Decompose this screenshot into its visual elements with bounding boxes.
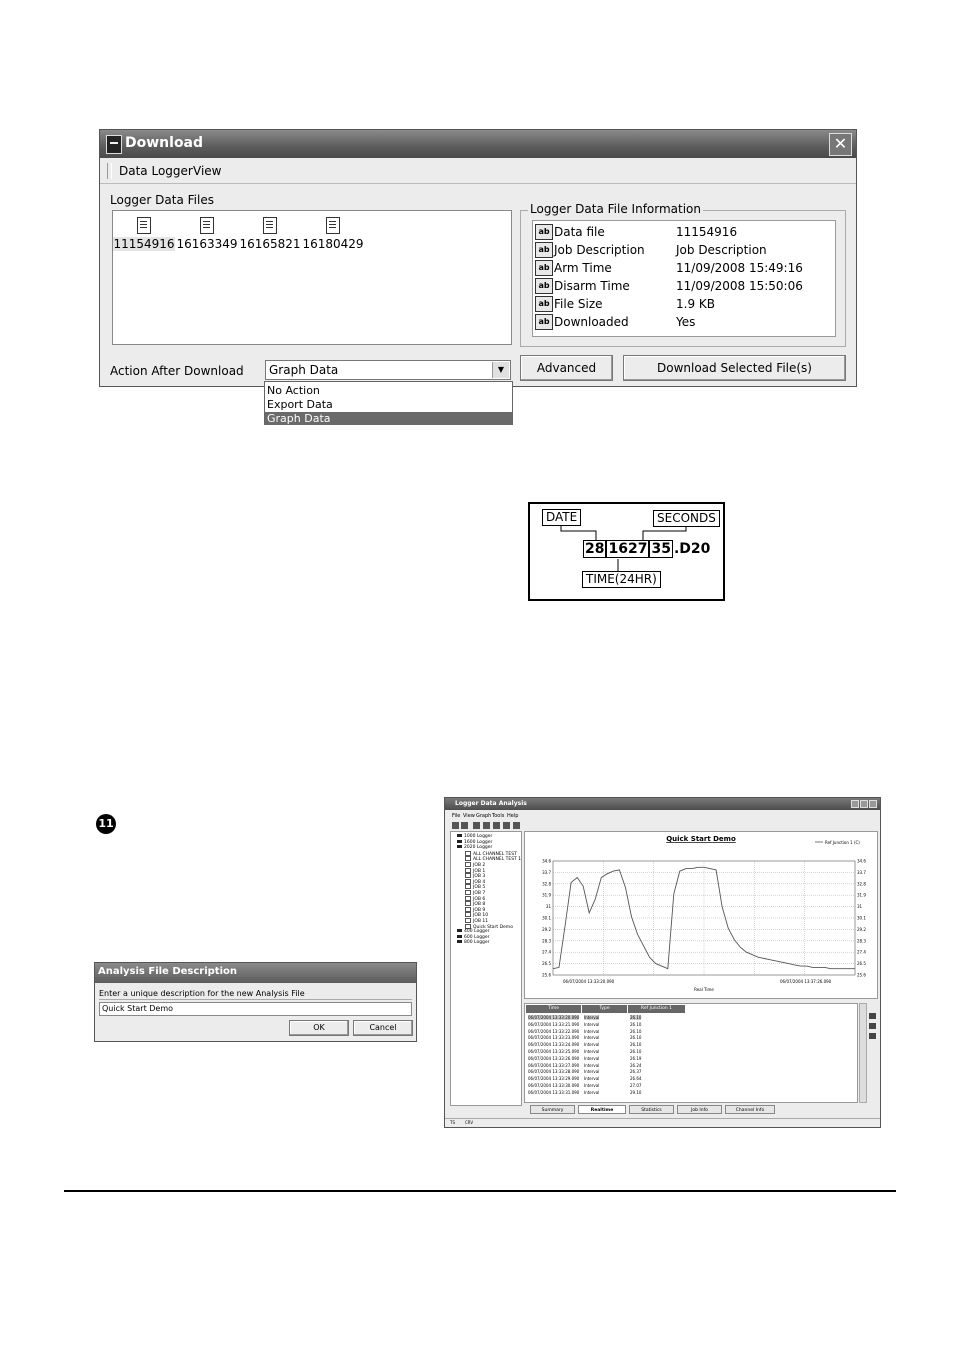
grid-cell: Interval (584, 1015, 600, 1020)
info-row (535, 242, 835, 260)
grid-cell: 26.64 (630, 1076, 642, 1082)
status-bar (445, 1118, 880, 1128)
logger-icon (457, 940, 462, 943)
y-tick-label-left: 31 (545, 904, 551, 910)
file-item[interactable] (176, 217, 238, 251)
tree-item-label: JOB 3 (473, 874, 486, 880)
info-value: 11154916 (676, 225, 738, 239)
document-icon (200, 217, 214, 234)
folder-icon (465, 901, 471, 906)
tab-summary[interactable]: Summary (530, 1105, 575, 1114)
title-bar (100, 130, 856, 158)
logger-analysis-window (444, 797, 881, 1128)
info-value: 1.9 KB (676, 297, 715, 311)
grid-cell: 06/07/2004 13:33:21.090 (528, 1021, 580, 1027)
cancel-button[interactable]: Cancel (353, 1020, 413, 1036)
open-icon[interactable] (452, 822, 459, 829)
data-grid (524, 1003, 858, 1103)
grid-cell: 06/07/2004 13:33:20.090 (528, 1015, 580, 1020)
y-tick-label-left: 34.6 (542, 858, 551, 864)
menu-view[interactable]: View (193, 164, 222, 178)
tree-item-label: JOB 11 (473, 919, 489, 924)
text-field-icon: ab (535, 296, 553, 312)
grid-cell: 06/07/2004 13:33:27.090 (528, 1062, 580, 1068)
close-icon[interactable] (869, 800, 877, 808)
time-part: 1627 (608, 541, 648, 557)
grid-cell: Interval (584, 1042, 600, 1048)
info-list (532, 220, 836, 337)
grid-cell: Interval (584, 1083, 600, 1088)
grid-cell: 26.10 (630, 1035, 642, 1041)
time-label: TIME(24HR) (582, 571, 661, 588)
column-header-ref-junction[interactable]: Ref Junction 1 (628, 1005, 685, 1013)
analysis-description-dialog (94, 962, 417, 1042)
folder-icon (465, 918, 471, 923)
info-key: File Size (554, 297, 603, 311)
title-bar (95, 963, 416, 983)
info-key: Downloaded (554, 315, 629, 329)
column-header-type[interactable]: Type (582, 1005, 627, 1013)
folder-icon (465, 907, 471, 912)
grid-cell: 26.10 (630, 1015, 642, 1020)
grid-cell: 06/07/2004 13:33:24.090 (528, 1042, 580, 1048)
chart-panel (524, 831, 878, 999)
seconds-part: 35 (651, 541, 671, 557)
grid-cell: 26.10 (630, 1028, 642, 1034)
tree-item-label: 400 Logger (464, 929, 490, 935)
grid-cell: 29.10 (630, 1089, 642, 1095)
y-tick-label-right: 27.4 (857, 949, 866, 955)
text-field-icon: ab (535, 278, 553, 294)
folder-icon (465, 884, 471, 889)
grid-cell: Interval (584, 1021, 600, 1027)
logger-icon (457, 834, 462, 837)
y-tick-label-left: 25.6 (542, 972, 551, 978)
status-cell: TS (450, 1120, 455, 1125)
grid-cell: Interval (584, 1055, 600, 1061)
info-value: 11/09/2008 15:50:06 (676, 279, 803, 293)
grid-cell: Interval (584, 1028, 600, 1034)
x-tick-label: 06/07/2004 13:33:20.090 (563, 979, 615, 984)
folder-icon (465, 862, 471, 867)
file-name: 16163349 (176, 237, 238, 251)
grid-tool-icon[interactable] (869, 1033, 876, 1039)
folder-icon (465, 879, 471, 884)
folder-icon (465, 856, 471, 861)
menu-graph[interactable]: Graph (476, 813, 492, 819)
grid-cell: 06/07/2004 13:33:28.090 (528, 1069, 580, 1075)
info-value: Yes (676, 315, 696, 329)
grid-cell: Interval (584, 1069, 600, 1075)
info-key: Disarm Time (554, 279, 630, 293)
document-icon (326, 217, 340, 234)
y-tick-label-right: 31 (857, 904, 863, 910)
menu-grip (107, 163, 112, 179)
file-item[interactable] (239, 217, 301, 251)
download-dialog (99, 129, 857, 387)
text-field-icon: ab (535, 260, 553, 276)
y-tick-label-right: 32.8 (857, 881, 866, 887)
grid-cell: 06/07/2004 13:33:22.090 (528, 1028, 580, 1034)
tree-item[interactable] (457, 840, 492, 845)
info-row (535, 278, 835, 296)
files-list (112, 210, 512, 345)
tree-item-label: JOB 4 (473, 879, 486, 885)
y-tick-label-left: 32.8 (542, 881, 551, 887)
option-export-data[interactable]: Export Data (267, 398, 333, 411)
file-item[interactable] (302, 217, 364, 251)
text-field-icon: ab (535, 242, 553, 258)
y-tick-label-right: 29.2 (857, 926, 866, 932)
menu-tools[interactable]: Tools (492, 813, 505, 819)
menu-data-logger[interactable]: Data Logger (119, 164, 193, 178)
y-tick-label-right: 28.3 (857, 938, 866, 944)
option-graph-data[interactable]: Graph Data (265, 412, 512, 425)
dialog-title: Analysis File Description (98, 966, 237, 977)
info-row (535, 224, 835, 242)
print-icon[interactable] (503, 822, 510, 829)
tab-job-info[interactable]: Job Info (677, 1105, 722, 1114)
menu-help[interactable]: Help (507, 813, 519, 819)
example-filename (583, 541, 711, 557)
grid-tool-icon[interactable] (869, 1013, 876, 1019)
folder-icon (465, 924, 471, 929)
grid-cell: Interval (584, 1035, 600, 1041)
advanced-button[interactable]: Advanced (520, 355, 613, 381)
grid-cell: 26.37 (630, 1069, 642, 1075)
logger-icon (457, 935, 462, 938)
grid-cell: 06/07/2004 13:33:25.090 (528, 1049, 580, 1054)
grid-cell: 06/07/2004 13:33:29.090 (528, 1076, 580, 1082)
logger-icon (457, 929, 462, 932)
window-title: Logger Data Analysis (455, 800, 527, 807)
grid-cell: 06/07/2004 13:33:31.090 (528, 1089, 580, 1095)
y-tick-label-right: 26.5 (857, 961, 866, 967)
tree-item-label: 2020 Logger (464, 845, 493, 851)
grid-cell: 26.19 (630, 1055, 642, 1061)
menu-view[interactable]: View (463, 813, 475, 819)
extension-part: .D20 (673, 541, 711, 557)
logger-icon (457, 840, 462, 843)
info-key: Job Description (554, 243, 645, 257)
tree-item-label: JOB 8 (473, 902, 486, 908)
grid-cell: Interval (584, 1049, 600, 1054)
text-field-icon: ab (535, 224, 553, 240)
step-number-badge: 11 (96, 814, 116, 834)
y-tick-label-left: 30.1 (542, 915, 551, 921)
download-window-icon (106, 135, 122, 154)
y-tick-label-left: 28.3 (542, 938, 551, 944)
grid-cell: 26.10 (630, 1021, 642, 1027)
grid-cell: 27.07 (630, 1083, 642, 1088)
filename-diagram (528, 502, 725, 601)
y-tick-label-left: 26.5 (542, 961, 551, 967)
view-tabs (524, 1105, 878, 1116)
file-name: 16165821 (239, 237, 301, 251)
folder-icon (465, 896, 471, 901)
files-label: Logger Data Files (110, 193, 214, 207)
download-selected-button[interactable]: Download Selected File(s) (623, 355, 846, 381)
column-header-time[interactable]: Time (526, 1005, 581, 1013)
tree-item-label: 600 Logger (464, 934, 490, 940)
file-name: 11154916 (113, 237, 175, 251)
grid-cell: Interval (584, 1089, 600, 1095)
info-value: Job Description (676, 243, 767, 257)
y-tick-label-right: 34.6 (857, 858, 866, 864)
logger-icon (457, 845, 462, 848)
info-row (535, 260, 835, 278)
text-field-icon: ab (535, 314, 553, 330)
folder-icon (465, 851, 471, 856)
chevron-down-icon[interactable]: ▼ (492, 362, 509, 378)
info-key: Data file (554, 225, 605, 239)
document-icon (263, 217, 277, 234)
ok-button[interactable]: OK (289, 1020, 349, 1036)
action-dropdown-list (264, 381, 513, 425)
info-value: 11/09/2008 15:49:16 (676, 261, 803, 275)
y-tick-label-right: 25.6 (857, 972, 866, 978)
grid-cell: 06/07/2004 13:33:26.090 (528, 1055, 580, 1061)
y-tick-label-left: 31.9 (542, 892, 551, 898)
description-input[interactable]: Quick Start Demo (99, 1002, 412, 1016)
logger-tree (450, 831, 522, 1106)
grid-cell: Interval (584, 1062, 600, 1068)
tree-item[interactable] (457, 940, 490, 945)
tree-item[interactable] (457, 834, 492, 839)
grid-cell: Interval (584, 1076, 600, 1082)
y-tick-label-right: 33.7 (857, 869, 866, 875)
export-icon[interactable] (513, 822, 520, 829)
tab-realtime[interactable]: Realtime (578, 1105, 626, 1114)
grid-scrollbar[interactable] (859, 1003, 867, 1103)
legend-label: Ref Junction 1 (C) (825, 840, 860, 845)
folder-icon (465, 873, 471, 878)
description-prompt: Enter a unique description for the new Analysis File (99, 989, 305, 998)
tree-item-label: JOB 1 (473, 868, 486, 874)
line-chart (525, 832, 877, 998)
chart-title: Quick Start Demo (666, 835, 736, 843)
tab-channel-info[interactable]: Channel Info (725, 1105, 775, 1114)
folder-icon (465, 912, 471, 917)
maximize-icon[interactable] (860, 800, 868, 808)
tree-item-label: 1600 Logger (464, 839, 493, 845)
grid-cell: 06/07/2004 13:33:30.090 (528, 1083, 580, 1088)
info-group-label: Logger Data File Information (530, 202, 702, 216)
grid-tool-icon[interactable] (869, 1023, 876, 1029)
file-name: 16180429 (302, 237, 364, 251)
info-row (535, 296, 835, 314)
y-tick-label-left: 29.2 (542, 926, 551, 932)
action-label: Action After Download (110, 364, 244, 378)
title-bar (445, 798, 880, 810)
tree-item-label: 1000 Logger (464, 834, 493, 839)
tree-item-label: JOB 9 (473, 907, 486, 913)
tree-item[interactable] (457, 845, 492, 850)
tree-item-label: ALL CHANNEL TEST 1 (473, 857, 522, 863)
grid-cell: 26.10 (630, 1049, 642, 1054)
folder-icon (465, 868, 471, 873)
date-part: 28 (585, 541, 605, 557)
divider (99, 999, 412, 1000)
folder-icon (465, 890, 471, 895)
tree-item-label: JOB 7 (473, 891, 486, 896)
x-axis-label: Real Time (694, 987, 714, 992)
grid-cell: 26.24 (630, 1062, 642, 1068)
seconds-label: SECONDS (653, 510, 720, 527)
settings-icon[interactable] (493, 822, 500, 829)
tree-item-label: JOB 10 (473, 913, 489, 919)
y-tick-label-right: 31.9 (857, 892, 866, 898)
grid-cell: 26.10 (630, 1042, 642, 1048)
grid-cell: 06/07/2004 13:33:23.090 (528, 1035, 580, 1041)
document-icon (137, 217, 151, 234)
tree-item-label: JOB 6 (473, 896, 486, 902)
tab-statistics[interactable]: Statistics (629, 1105, 674, 1114)
action-select-value: Graph Data (269, 363, 339, 377)
chart-icon[interactable] (473, 822, 480, 829)
close-button[interactable]: ✕ (829, 133, 852, 156)
file-item[interactable] (113, 217, 175, 251)
menu-file[interactable]: File (452, 813, 461, 819)
tree-item-label: ALL CHANNEL TEST (473, 851, 517, 857)
tree-item-label: JOB 5 (473, 885, 486, 891)
date-label: DATE (542, 509, 581, 526)
dialog-title: Download (125, 135, 204, 151)
zoom-icon[interactable] (483, 822, 490, 829)
tree-item-label: JOB 2 (473, 863, 486, 868)
minimize-icon[interactable] (851, 800, 859, 808)
option-no-action[interactable]: No Action (267, 384, 320, 397)
status-cell: CRV (465, 1120, 474, 1125)
download-icon[interactable] (461, 822, 468, 829)
x-tick-label: 06/07/2004 13:37:26.090 (780, 979, 832, 984)
action-select[interactable] (265, 360, 511, 380)
y-tick-label-left: 27.4 (542, 949, 551, 955)
tree-item[interactable] (457, 929, 490, 934)
info-row (535, 314, 835, 332)
y-tick-label-right: 30.1 (857, 915, 866, 921)
y-tick-label-left: 33.7 (542, 869, 551, 875)
tree-item-label: 800 Logger (464, 940, 490, 946)
info-key: Arm Time (554, 261, 612, 275)
tree-item-label: Quick Start Demo (473, 924, 513, 930)
page-divider (64, 1190, 896, 1192)
